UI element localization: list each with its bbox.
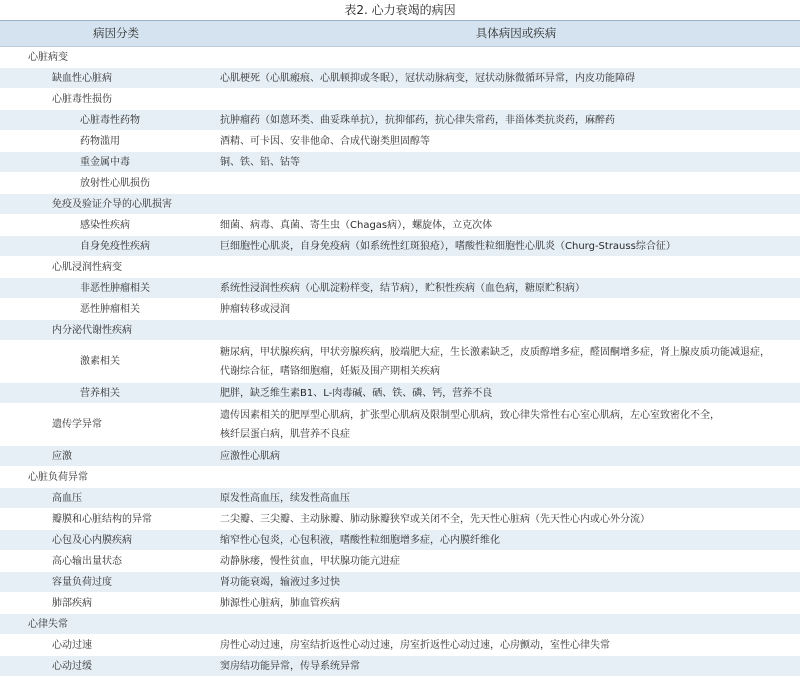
table-row <box>0 614 800 635</box>
row-detail <box>220 300 800 319</box>
row-detail <box>220 531 800 550</box>
row-category: 遗传学异常 <box>52 419 102 430</box>
table-row <box>0 635 800 656</box>
row-category: 心脏毒性损伤 <box>52 93 112 105</box>
row-detail <box>220 343 800 381</box>
table-row <box>0 152 800 173</box>
table-row <box>0 551 800 572</box>
row-detail <box>220 384 800 403</box>
row-category: 免疫及验证介导的心肌损害 <box>52 198 172 210</box>
row-category: 心脏毒性药物 <box>80 114 140 126</box>
row-detail-line: 巨细胞性心肌炎，自身免疫病（如系统性红斑狼疮），嗜酸性粒细胞性心肌炎（Churg-Strauss综合征） <box>220 240 676 252</box>
row-category: 药物滥用 <box>80 135 120 147</box>
row-detail-line: 肥胖，缺乏维生素B1、L-肉毒碱、硒、铁、磷、钙，营养不良 <box>220 387 493 399</box>
row-category: 营养相关 <box>80 387 120 399</box>
table-row <box>0 488 800 509</box>
table-row <box>0 47 800 68</box>
row-detail-line: 遗传因素相关的肥厚型心肌病，扩张型心肌病及限制型心肌病，致心律失常性右心室心肌病，左心室致密化不全， <box>220 409 720 421</box>
row-category: 心动过速 <box>52 639 92 651</box>
row-detail-line: 糖尿病，甲状腺疾病，甲状旁腺疾病，胶端肥大症，生长激素缺乏，皮质醇增多症，醛固酮增多症，肾上腺皮质功能减退症， <box>220 346 770 358</box>
header-category: 病因分类 <box>93 26 139 40</box>
row-detail-line: 应激性心肌病 <box>220 450 280 462</box>
row-category: 心动过缓 <box>52 660 92 672</box>
row-detail-line: 核纤层蛋白病，肌营养不良症 <box>220 428 350 440</box>
row-detail <box>220 132 800 151</box>
table-row <box>0 383 800 404</box>
row-category: 缺血性心脏病 <box>52 72 112 84</box>
table-row <box>0 509 800 530</box>
row-category: 容量负荷过度 <box>52 576 112 588</box>
row-detail-line: 动静脉瘘，慢性贫血，甲状腺功能亢进症 <box>220 555 400 567</box>
table-header <box>0 21 800 47</box>
row-detail-line: 窦房结功能异常，传导系统异常 <box>220 660 360 672</box>
row-category: 心脏病变 <box>28 51 68 63</box>
table-row <box>0 278 800 299</box>
table-row <box>0 110 800 131</box>
row-detail-line: 肾功能衰竭，输液过多过快 <box>220 576 340 588</box>
table-row <box>0 530 800 551</box>
table-row <box>0 656 800 677</box>
table-row <box>0 467 800 488</box>
row-detail <box>220 69 800 88</box>
row-category: 心肌浸润性病变 <box>52 261 122 273</box>
row-detail <box>220 510 800 529</box>
row-detail <box>220 237 800 256</box>
table-row <box>0 320 800 341</box>
table-caption: 表2. 心力衰竭的病因 <box>344 3 456 17</box>
row-detail <box>220 153 800 172</box>
table-row <box>0 68 800 89</box>
row-category: 恶性肿瘤相关 <box>80 303 140 315</box>
row-category: 高心输出量状态 <box>52 555 122 567</box>
row-detail <box>220 489 800 508</box>
row-detail <box>220 657 800 676</box>
table-row <box>0 257 800 278</box>
row-category: 心包及心内膜疾病 <box>52 534 132 546</box>
row-detail-line: 系统性浸润性疾病（心肌淀粉样变，结节病），贮积性疾病（血色病，糖原贮积病） <box>220 282 585 294</box>
row-category: 应激 <box>52 450 72 462</box>
row-category: 高血压 <box>52 492 82 504</box>
row-category: 心律失常 <box>28 618 68 630</box>
row-category: 自身免疫性疾病 <box>80 240 150 252</box>
row-category: 激素相关 <box>80 356 120 367</box>
table-row <box>0 89 800 110</box>
row-detail-line: 肿瘤转移或浸润 <box>220 303 290 315</box>
table-row <box>0 299 800 320</box>
table-row <box>0 194 800 215</box>
row-detail-line: 代谢综合征，嗜铬细胞瘤，妊娠及围产期相关疾病 <box>220 365 440 377</box>
row-detail-line: 房性心动过速，房室结折返性心动过速，房室折返性心动过速，心房颤动，室性心律失常 <box>220 639 610 651</box>
row-detail <box>220 447 800 466</box>
row-detail-line: 心肌梗死（心肌瘢痕、心肌顿抑或冬眠），冠状动脉病变，冠状动脉微循环异常，内皮功能障碍 <box>220 72 635 84</box>
row-detail-line: 铜、铁、铅、钴等 <box>220 156 300 168</box>
row-category: 重金属中毒 <box>80 156 130 168</box>
row-detail-line: 细菌、病毒、真菌、寄生虫（Chagas病），螺旋体，立克次体 <box>220 219 493 231</box>
table-row <box>0 593 800 614</box>
row-detail <box>220 636 800 655</box>
row-category: 内分泌代谢性疾病 <box>52 324 132 336</box>
row-detail-line: 缩窄性心包炎，心包积液，嗜酸性粒细胞增多症，心内膜纤维化 <box>220 534 500 546</box>
table-row <box>0 131 800 152</box>
row-detail <box>220 594 800 613</box>
table-row <box>0 215 800 236</box>
table-row <box>0 173 800 194</box>
row-detail <box>220 552 800 571</box>
row-detail-line: 抗肿瘤药（如蒽环类、曲妥珠单抗），抗抑郁药，抗心律失常药，非甾体类抗炎药，麻醉药 <box>220 114 615 126</box>
row-detail-line: 二尖瓣、三尖瓣、主动脉瓣、肺动脉瓣狭窄或关闭不全，先天性心脏病（先天性心内或心外分流） <box>220 513 650 525</box>
row-category: 瓣膜和心脏结构的异常 <box>52 513 152 525</box>
row-category: 非恶性肿瘤相关 <box>80 282 150 294</box>
row-category: 感染性疾病 <box>80 219 130 231</box>
header-detail: 具体病因或疾病 <box>475 26 557 40</box>
row-category: 放射性心肌损伤 <box>80 177 150 189</box>
table-row <box>0 446 800 467</box>
table-row <box>0 236 800 257</box>
table-body <box>0 47 800 677</box>
table-row <box>0 572 800 593</box>
row-detail-line: 酒精、可卡因、安非他命、合成代谢类胆固醇等 <box>220 135 430 147</box>
table-row <box>0 341 800 383</box>
row-detail <box>220 279 800 298</box>
row-detail <box>220 573 800 592</box>
etiology-table <box>0 20 800 677</box>
row-category: 心脏负荷异常 <box>28 471 88 483</box>
row-detail <box>220 111 800 130</box>
row-detail-line: 肺源性心脏病，肺血管疾病 <box>220 597 340 609</box>
row-detail <box>220 216 800 235</box>
row-detail <box>220 406 800 444</box>
row-detail-line: 原发性高血压，续发性高血压 <box>220 492 350 504</box>
table-row <box>0 404 800 446</box>
row-category: 肺部疾病 <box>52 597 92 609</box>
